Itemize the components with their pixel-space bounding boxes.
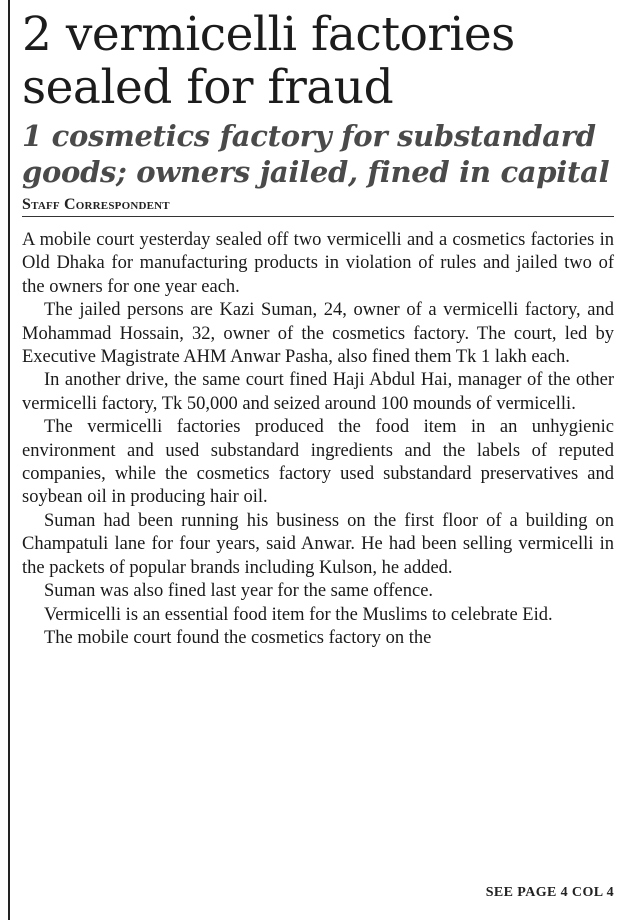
continuation-note: SEE PAGE 4 COL 4 — [485, 885, 614, 900]
paragraph: Suman had been running his business on the first floor of a building on Champatuli lane for four years, said Anwar. He had been selling vermicelli in the packets of popular brands including Kulson, he added. — [22, 510, 614, 578]
paragraph: Suman was also fined last year for the same offence. — [44, 581, 434, 602]
subheadline: 1 cosmetics factory for substandard goods; owners jailed, fined in capital — [22, 119, 610, 189]
paragraph: The vermicelli factories produced the food item in an unhygienic environment and used substandard ingredients and the labels of reputed companies, while the cosmetics factory used substandard preservatives and soybean oil in producing hair oil. — [22, 417, 614, 508]
byline: Staff Correspondent — [22, 196, 614, 217]
column-rule — [8, 0, 10, 920]
headline: 2 vermicelli factories sealed for fraud — [22, 7, 515, 115]
paragraph: A mobile court yesterday sealed off two vermicelli and a cosmetics factories in Old Dhaka for manufacturing products in violation of rules and jailed two of the owners for one year each. — [22, 230, 614, 297]
paragraph: The mobile court found the cosmetics factory on the — [44, 627, 432, 648]
news-article — [22, 8, 614, 650]
paragraph: The jailed persons are Kazi Suman, 24, owner of a vermicelli factory, and Mohammad Hossain, 32, owner of the cosmetics factory. The court, led by Executive Magistrate AHM Anwar Pasha, also fined them Tk 1 lakh each. — [22, 300, 614, 368]
paragraph: In another drive, the same court fined Haji Abdul Hai, manager of the other vermicelli factory, Tk 50,000 and seized around 100 mounds of vermicelli. — [22, 370, 614, 414]
article-body — [22, 229, 614, 650]
paragraph: Vermicelli is an essential food item for the Muslims to celebrate Eid. — [44, 604, 553, 625]
